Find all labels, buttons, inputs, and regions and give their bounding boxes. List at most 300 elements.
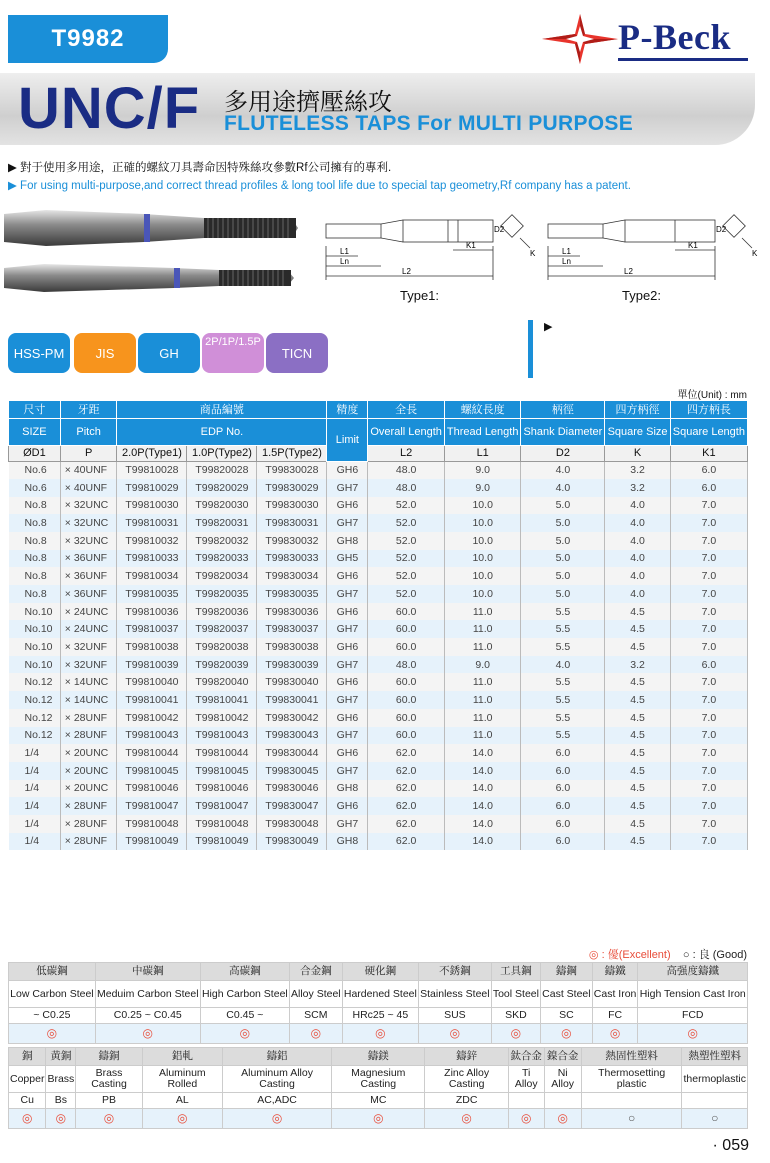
cell-limit: GH8 <box>327 833 368 851</box>
cell-square-size: 4.5 <box>605 744 670 762</box>
cell-thread-length: 9.0 <box>444 479 521 497</box>
cell-edp-type2-1-5p: T99830045 <box>257 762 327 780</box>
cell-limit: GH8 <box>327 532 368 550</box>
material-code <box>544 1093 581 1109</box>
cell-overall-length: 52.0 <box>368 514 445 532</box>
sym-p: P <box>60 445 117 461</box>
material-cn: 鋁軋 <box>142 1048 222 1066</box>
note-cn: ▶ 對于使用多用途，正確的螺紋刀具壽命因特殊絲攻參數Rf公司擁有的專利. <box>8 162 392 174</box>
table-row <box>9 762 748 780</box>
cell-edp-type2-1-5p: T99830031 <box>257 514 327 532</box>
material-code: Cu <box>9 1093 46 1109</box>
cell-size: No.6 <box>9 461 61 479</box>
cell-shank-diameter: 5.0 <box>521 585 605 603</box>
cell-thread-length: 14.0 <box>444 762 521 780</box>
cell-pitch: × 32UNC <box>60 532 117 550</box>
cell-edp-type2-1p: T99820038 <box>187 638 257 656</box>
material-code-row <box>9 1008 748 1024</box>
cell-overall-length: 60.0 <box>368 727 445 745</box>
cell-size: No.12 <box>9 673 61 691</box>
cell-pitch: × 36UNF <box>60 550 117 568</box>
cell-shank-diameter: 6.0 <box>521 815 605 833</box>
note-en: ▶ For using multi-purpose,and correct thread profiles & long tool life due to special tap geometry,Rf company has a patent. <box>8 180 631 192</box>
cell-edp-type2-1p: T99810048 <box>187 815 257 833</box>
cell-edp-type1: T99810038 <box>117 638 187 656</box>
material-code: C0.25 ~ C0.45 <box>95 1008 200 1024</box>
material-en-row <box>9 981 748 1008</box>
cell-thread-length: 11.0 <box>444 603 521 621</box>
material-rating: ◎ <box>508 1109 544 1129</box>
cell-limit: GH6 <box>327 461 368 479</box>
material-code: ~ C0.25 <box>9 1008 96 1024</box>
cell-square-size: 4.5 <box>605 691 670 709</box>
cell-thread-length: 11.0 <box>444 620 521 638</box>
table-row <box>9 815 748 833</box>
material-en: High Tension Cast Iron <box>638 981 748 1008</box>
cell-shank-diameter: 5.5 <box>521 727 605 745</box>
hdr-square-size-en: Square Size <box>605 418 670 445</box>
hdr-limit-cn: 精度 <box>327 401 368 419</box>
cell-square-size: 4.5 <box>605 709 670 727</box>
cell-square-length: 7.0 <box>670 550 747 568</box>
cell-square-length: 7.0 <box>670 673 747 691</box>
material-code: HRc25 ~ 45 <box>342 1008 418 1024</box>
material-en: Stainless Steel <box>419 981 492 1008</box>
cell-edp-type1: T99810036 <box>117 603 187 621</box>
cell-thread-length: 14.0 <box>444 780 521 798</box>
cell-size: No.8 <box>9 550 61 568</box>
cell-edp-type2-1-5p: T99830043 <box>257 727 327 745</box>
cell-overall-length: 52.0 <box>368 550 445 568</box>
cell-overall-length: 60.0 <box>368 673 445 691</box>
svg-text:Ln: Ln <box>340 257 349 266</box>
cell-limit: GH7 <box>327 656 368 674</box>
cell-edp-type2-1-5p: T99830033 <box>257 550 327 568</box>
hdr-limit-en: Limit <box>327 418 368 461</box>
material-cn: 鑄鋅 <box>425 1048 508 1066</box>
hdr-overall-en: Overall Length <box>368 418 445 445</box>
cell-overall-length: 48.0 <box>368 461 445 479</box>
table-row <box>9 691 748 709</box>
cell-edp-type2-1-5p: T99830035 <box>257 585 327 603</box>
cell-square-length: 7.0 <box>670 603 747 621</box>
hdr-square-length-en: Square Length <box>670 418 747 445</box>
material-rating: ◎ <box>46 1109 76 1129</box>
cell-edp-type1: T99810028 <box>117 461 187 479</box>
cell-shank-diameter: 5.5 <box>521 603 605 621</box>
cell-edp-type2-1-5p: T99830034 <box>257 567 327 585</box>
table-row <box>9 638 748 656</box>
cell-size: 1/4 <box>9 780 61 798</box>
cell-shank-diameter: 5.5 <box>521 620 605 638</box>
cell-limit: GH6 <box>327 709 368 727</box>
cell-limit: GH6 <box>327 603 368 621</box>
material-cn: 熱塑性塑料 <box>682 1048 748 1066</box>
table-row <box>9 585 748 603</box>
cell-edp-type2-1p: T99810046 <box>187 780 257 798</box>
table-row <box>9 567 748 585</box>
material-rating: ◎ <box>200 1024 289 1044</box>
material-cn-row <box>9 963 748 981</box>
material-en: High Carbon Steel <box>200 981 289 1008</box>
material-cn-row <box>9 1048 748 1066</box>
cell-edp-type2-1p: T99810043 <box>187 727 257 745</box>
chip-gh: GH <box>138 333 200 373</box>
material-rating-row <box>9 1109 748 1129</box>
cell-edp-type1: T99810049 <box>117 833 187 851</box>
material-en: Ni Alloy <box>544 1066 581 1093</box>
cell-overall-length: 62.0 <box>368 780 445 798</box>
cell-square-size: 3.2 <box>605 479 670 497</box>
cell-pitch: × 28UNF <box>60 709 117 727</box>
cell-square-length: 7.0 <box>670 532 747 550</box>
cell-overall-length: 52.0 <box>368 567 445 585</box>
cell-edp-type2-1-5p: T99830049 <box>257 833 327 851</box>
cell-size: No.8 <box>9 532 61 550</box>
material-rating: ◎ <box>9 1024 96 1044</box>
material-cn: 高碳鋼 <box>200 963 289 981</box>
cell-thread-length: 9.0 <box>444 656 521 674</box>
material-rating: ◎ <box>544 1109 581 1129</box>
cell-edp-type1: T99810042 <box>117 709 187 727</box>
cell-size: No.10 <box>9 603 61 621</box>
chip-hss-pm: HSS-PM <box>8 333 70 373</box>
material-rating: ◎ <box>289 1024 342 1044</box>
cell-edp-type2-1p: T99810044 <box>187 744 257 762</box>
cell-thread-length: 11.0 <box>444 727 521 745</box>
material-code: SUS <box>419 1008 492 1024</box>
cell-edp-type1: T99810048 <box>117 815 187 833</box>
material-rating: ◎ <box>419 1024 492 1044</box>
material-cn: 銅 <box>9 1048 46 1066</box>
cell-overall-length: 62.0 <box>368 744 445 762</box>
cell-shank-diameter: 6.0 <box>521 744 605 762</box>
cell-square-size: 4.0 <box>605 585 670 603</box>
table-row <box>9 709 748 727</box>
cell-square-length: 7.0 <box>670 567 747 585</box>
cell-edp-type2-1p: T99820029 <box>187 479 257 497</box>
cell-pitch: × 28UNF <box>60 833 117 851</box>
cell-edp-type1: T99810040 <box>117 673 187 691</box>
material-cn: 中碳鋼 <box>95 963 200 981</box>
svg-text:L2: L2 <box>624 267 633 276</box>
cell-pitch: × 40UNF <box>60 461 117 479</box>
cell-size: No.12 <box>9 691 61 709</box>
cell-shank-diameter: 4.0 <box>521 479 605 497</box>
cell-thread-length: 10.0 <box>444 497 521 515</box>
cell-edp-type2-1p: T99820032 <box>187 532 257 550</box>
cell-square-size: 4.5 <box>605 603 670 621</box>
cell-size: No.10 <box>9 656 61 674</box>
hdr-shank-en: Shank Diameter <box>521 418 605 445</box>
cell-square-size: 4.5 <box>605 762 670 780</box>
hdr-pitch-en: Pitch <box>60 418 117 445</box>
cell-square-length: 6.0 <box>670 461 747 479</box>
material-cn: 鑄鋼 <box>541 963 593 981</box>
cell-limit: GH7 <box>327 727 368 745</box>
cell-limit: GH6 <box>327 567 368 585</box>
cell-edp-type2-1p: T99810047 <box>187 797 257 815</box>
cell-thread-length: 14.0 <box>444 833 521 851</box>
cell-overall-length: 52.0 <box>368 497 445 515</box>
cell-limit: GH6 <box>327 673 368 691</box>
material-code: FC <box>592 1008 638 1024</box>
cell-pitch: × 32UNC <box>60 497 117 515</box>
cell-limit: GH7 <box>327 691 368 709</box>
cell-size: No.12 <box>9 727 61 745</box>
cell-edp-type1: T99810032 <box>117 532 187 550</box>
cell-overall-length: 60.0 <box>368 603 445 621</box>
svg-text:L2: L2 <box>402 267 411 276</box>
cell-size: No.6 <box>9 479 61 497</box>
material-en: Hardened Steel <box>342 981 418 1008</box>
cell-size: No.8 <box>9 497 61 515</box>
cell-square-size: 3.2 <box>605 656 670 674</box>
material-en: Cast Steel <box>541 981 593 1008</box>
cell-square-size: 3.2 <box>605 461 670 479</box>
cell-edp-type2-1-5p: T99830030 <box>257 497 327 515</box>
table-row <box>9 656 748 674</box>
cell-shank-diameter: 5.5 <box>521 709 605 727</box>
cell-pitch: × 28UNF <box>60 797 117 815</box>
material-rating: ◎ <box>638 1024 748 1044</box>
cell-edp-type1: T99810047 <box>117 797 187 815</box>
materials-table-1 <box>8 962 748 1044</box>
material-code <box>682 1093 748 1109</box>
cell-size: 1/4 <box>9 833 61 851</box>
cell-edp-type2-1-5p: T99830040 <box>257 673 327 691</box>
cell-shank-diameter: 5.0 <box>521 532 605 550</box>
cell-size: 1/4 <box>9 762 61 780</box>
material-code: ZDC <box>425 1093 508 1109</box>
material-en: Alloy Steel <box>289 981 342 1008</box>
cell-square-length: 7.0 <box>670 744 747 762</box>
cell-size: No.12 <box>9 709 61 727</box>
unit-note: 單位(Unit) : mm <box>677 390 747 401</box>
cell-thread-length: 10.0 <box>444 567 521 585</box>
sym-k: K <box>605 445 670 461</box>
hdr-thread-en: Thread Length <box>444 418 521 445</box>
material-rating: ○ <box>581 1109 682 1129</box>
sym-d1: ØD1 <box>9 445 61 461</box>
cell-square-size: 4.5 <box>605 620 670 638</box>
table-row <box>9 461 748 479</box>
material-cn: 鈦合金 <box>508 1048 544 1066</box>
cell-edp-type1: T99810041 <box>117 691 187 709</box>
cell-square-size: 4.0 <box>605 550 670 568</box>
material-en: Copper <box>9 1066 46 1093</box>
page-number: · 059 <box>712 1137 749 1154</box>
cell-limit: GH7 <box>327 620 368 638</box>
cell-shank-diameter: 4.0 <box>521 656 605 674</box>
cell-thread-length: 14.0 <box>444 797 521 815</box>
table-row <box>9 780 748 798</box>
cell-edp-type2-1p: T99820035 <box>187 585 257 603</box>
cell-limit: GH8 <box>327 780 368 798</box>
cell-square-length: 6.0 <box>670 656 747 674</box>
cell-pitch: × 20UNC <box>60 762 117 780</box>
table-row <box>9 532 748 550</box>
cell-thread-length: 11.0 <box>444 638 521 656</box>
cell-square-length: 7.0 <box>670 815 747 833</box>
cell-thread-length: 10.0 <box>444 532 521 550</box>
material-code: Bs <box>46 1093 76 1109</box>
material-rating: ◎ <box>491 1024 540 1044</box>
brand-underline <box>618 58 748 61</box>
material-code: MC <box>332 1093 425 1109</box>
material-en-row <box>9 1066 748 1093</box>
cell-thread-length: 10.0 <box>444 514 521 532</box>
type2-label: Type2: <box>622 288 662 303</box>
cell-pitch: × 36UNF <box>60 567 117 585</box>
material-code: C0.45 ~ <box>200 1008 289 1024</box>
cell-square-size: 4.0 <box>605 514 670 532</box>
cell-pitch: × 20UNC <box>60 780 117 798</box>
material-cn: 鑄銅 <box>76 1048 142 1066</box>
cell-pitch: × 24UNC <box>60 620 117 638</box>
cell-edp-type2-1-5p: T99830037 <box>257 620 327 638</box>
hdr-thread-cn: 螺紋長度 <box>444 401 521 419</box>
material-code: FCD <box>638 1008 748 1024</box>
material-code <box>508 1093 544 1109</box>
cell-limit: GH6 <box>327 638 368 656</box>
cell-square-size: 4.5 <box>605 638 670 656</box>
cell-pitch: × 32UNF <box>60 656 117 674</box>
cell-shank-diameter: 5.0 <box>521 550 605 568</box>
cell-size: No.8 <box>9 567 61 585</box>
cell-edp-type2-1-5p: T99830041 <box>257 691 327 709</box>
cell-edp-type2-1p: T99810045 <box>187 762 257 780</box>
material-cn: 合金鋼 <box>289 963 342 981</box>
cell-edp-type2-1p: T99820031 <box>187 514 257 532</box>
cell-edp-type2-1-5p: T99830046 <box>257 780 327 798</box>
material-en: Low Carbon Steel <box>9 981 96 1008</box>
sym-k1: K1 <box>670 445 747 461</box>
cell-edp-type2-1-5p: T99830048 <box>257 815 327 833</box>
cell-square-size: 4.0 <box>605 567 670 585</box>
cell-shank-diameter: 5.5 <box>521 691 605 709</box>
sym-type1: 2.0P(Type1) <box>117 445 187 461</box>
cell-edp-type2-1p: T99820028 <box>187 461 257 479</box>
material-en: Cast Iron <box>592 981 638 1008</box>
material-en: Tool Steel <box>491 981 540 1008</box>
cell-edp-type1: T99810031 <box>117 514 187 532</box>
cell-limit: GH6 <box>327 797 368 815</box>
cell-edp-type2-1p: T99810041 <box>187 691 257 709</box>
cell-square-length: 7.0 <box>670 833 747 851</box>
type1-dimension-diagram <box>318 210 548 300</box>
cell-square-length: 7.0 <box>670 709 747 727</box>
cell-overall-length: 60.0 <box>368 620 445 638</box>
table-row <box>9 497 748 515</box>
material-rating: ◎ <box>332 1109 425 1129</box>
hdr-edp-cn: 商品編號 <box>117 401 327 419</box>
cell-edp-type2-1-5p: T99830028 <box>257 461 327 479</box>
cell-square-length: 7.0 <box>670 620 747 638</box>
cell-edp-type2-1-5p: T99830029 <box>257 479 327 497</box>
svg-text:K1: K1 <box>688 241 698 250</box>
cell-size: No.10 <box>9 638 61 656</box>
cell-size: 1/4 <box>9 815 61 833</box>
cell-square-length: 7.0 <box>670 780 747 798</box>
cell-edp-type2-1p: T99820034 <box>187 567 257 585</box>
cell-edp-type1: T99810046 <box>117 780 187 798</box>
cell-edp-type1: T99810034 <box>117 567 187 585</box>
cell-shank-diameter: 4.0 <box>521 461 605 479</box>
cell-size: 1/4 <box>9 744 61 762</box>
cell-square-length: 7.0 <box>670 638 747 656</box>
material-cn: 鑄鋁 <box>222 1048 331 1066</box>
cell-edp-type2-1p: T99820039 <box>187 656 257 674</box>
cell-edp-type1: T99810045 <box>117 762 187 780</box>
cell-limit: GH6 <box>327 497 368 515</box>
rating-legend <box>589 946 747 962</box>
tap-tool-photo <box>4 206 304 302</box>
material-rating: ◎ <box>425 1109 508 1129</box>
chip-pitch: 2P/1P/1.5P <box>202 333 264 373</box>
cell-square-length: 7.0 <box>670 514 747 532</box>
cell-edp-type2-1-5p: T99830044 <box>257 744 327 762</box>
material-en: Thermosetting plastic <box>581 1066 682 1093</box>
play-arrow-icon: ▶ <box>544 321 553 333</box>
cell-edp-type2-1p: T99810049 <box>187 833 257 851</box>
material-cn: 鑄鐵 <box>592 963 638 981</box>
material-cn: 高强度鑄鐵 <box>638 963 748 981</box>
material-rating: ◎ <box>342 1024 418 1044</box>
cell-pitch: × 28UNF <box>60 727 117 745</box>
cell-limit: GH7 <box>327 514 368 532</box>
svg-text:K: K <box>752 249 758 258</box>
cell-edp-type1: T99810037 <box>117 620 187 638</box>
material-cn: 低碳鋼 <box>9 963 96 981</box>
cell-edp-type2-1-5p: T99830042 <box>257 709 327 727</box>
cell-edp-type2-1p: T99820040 <box>187 673 257 691</box>
legend-excellent: ◎ : 優(Excellent) <box>588 949 671 961</box>
cell-pitch: × 24UNC <box>60 603 117 621</box>
table-row <box>9 620 748 638</box>
cell-square-length: 7.0 <box>670 727 747 745</box>
material-rating: ◎ <box>142 1109 222 1129</box>
cell-pitch: × 28UNF <box>60 815 117 833</box>
hdr-square-size-cn: 四方柄徑 <box>605 401 670 419</box>
material-cn: 熱固性塑料 <box>581 1048 682 1066</box>
divider-bar <box>528 320 533 378</box>
cell-edp-type2-1p: T99820033 <box>187 550 257 568</box>
cell-pitch: × 14UNC <box>60 673 117 691</box>
cell-square-size: 4.5 <box>605 815 670 833</box>
cell-thread-length: 11.0 <box>444 691 521 709</box>
svg-text:K: K <box>530 249 536 258</box>
cell-limit: GH7 <box>327 479 368 497</box>
cell-pitch: × 32UNF <box>60 638 117 656</box>
cell-square-size: 4.5 <box>605 780 670 798</box>
cell-pitch: × 14UNC <box>60 691 117 709</box>
material-rating: ◎ <box>76 1109 142 1129</box>
material-code: SCM <box>289 1008 342 1024</box>
cell-overall-length: 60.0 <box>368 709 445 727</box>
cell-edp-type2-1-5p: T99830047 <box>257 797 327 815</box>
spec-table-body <box>9 461 748 850</box>
material-cn: 硬化鋼 <box>342 963 418 981</box>
cell-square-size: 4.5 <box>605 727 670 745</box>
cell-edp-type2-1p: T99810042 <box>187 709 257 727</box>
cell-square-length: 7.0 <box>670 497 747 515</box>
material-rating-row <box>9 1024 748 1044</box>
sym-type2-1p: 1.0P(Type2) <box>187 445 257 461</box>
cell-edp-type1: T99810039 <box>117 656 187 674</box>
material-cn: 黄銅 <box>46 1048 76 1066</box>
material-cn: 不銹鋼 <box>419 963 492 981</box>
